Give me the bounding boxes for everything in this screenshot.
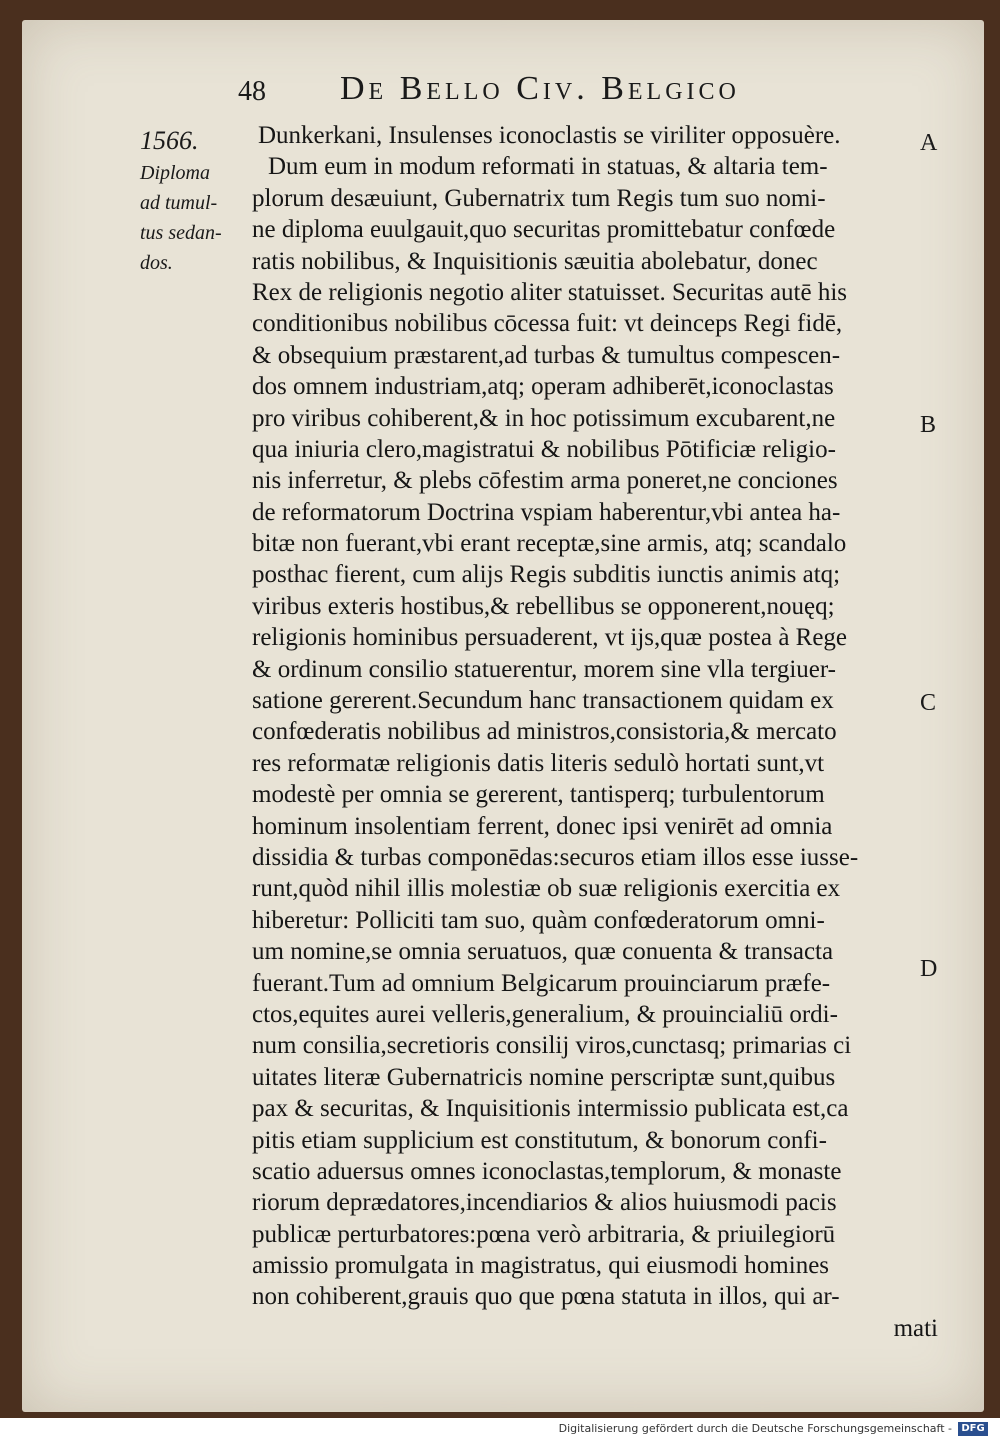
section-letter-d: D	[920, 956, 938, 982]
footer-bar	[0, 1418, 1000, 1442]
text-line: riorum deprædatores,incendiarios & alios huiusmodi pacis	[252, 1189, 837, 1217]
text-line: um nomine,se omnia seruatuos, quæ conuenta & transacta	[252, 938, 834, 966]
text-line: amissio promulgata in magistratus, qui eiusmodi homines	[252, 1252, 830, 1280]
text-line: Dum eum in modum reformati in statuas, & altaria tem-	[268, 153, 828, 181]
body-text	[252, 120, 952, 1344]
text-line: conditionibus nobilibus cōcessa fuit: vt deinceps Regi fidē,	[252, 310, 843, 338]
margin-note-line: Diploma	[140, 162, 210, 184]
text-line: Dunkerkani, Insulenses iconoclastis se viriliter opposuère.	[258, 122, 841, 149]
text-line: fuerant.Tum ad omnium Belgicarum prouinciarum præfe-	[252, 969, 831, 997]
text-line: hiberetur: Polliciti tam suo, quàm confœderatorum omni-	[252, 906, 825, 934]
section-letter-a: A	[920, 130, 938, 156]
text-line: runt,quòd nihil illis molestiæ ob suæ religionis exercitia ex	[252, 875, 841, 903]
text-line: posthac fierent, cum alijs Regis subditis iunctis animis atq;	[252, 561, 841, 589]
text-line: dos omnem industriam,atq; operam adhiberēt,iconoclastas	[252, 373, 834, 401]
page-number: 48	[238, 76, 266, 107]
text-line: scatio aduersus omnes iconoclastas,templorum, & monaste	[252, 1157, 842, 1185]
catchword: mati	[893, 1314, 938, 1342]
text-line: res reformatæ religionis datis literis sedulò hortati sunt,vt	[252, 749, 825, 777]
text-line: pax & securitas, & Inquisitionis intermissio publicata est,ca	[252, 1095, 849, 1123]
text-line: nis inferretur, & plebs cōfestim arma poneret,ne conciones	[252, 467, 838, 495]
text-line: viribus exteris hostibus,& rebellibus se opponerent,nouęq;	[252, 592, 835, 620]
dfg-logo: DFG	[958, 1422, 988, 1436]
text-line: Rex de religionis negotio aliter statuisset. Securitas autē his	[252, 278, 848, 306]
section-letter-b: B	[920, 412, 937, 438]
text-line: publicæ perturbatores:pœna verò arbitraria, & priuilegiorū	[252, 1220, 836, 1248]
text-line: num consilia,secretioris consilij viros,cunctasq; primarias ci	[252, 1032, 852, 1060]
text-line: ratis nobilibus, & Inquisitionis sæuitia abolebatur, donec	[252, 247, 818, 275]
text-line: de reformatorum Doctrina vspiam haberentur,vbi antea ha-	[252, 498, 841, 526]
text-line: qua iniuria clero,magistratui & nobilibus Pōtificiæ religio-	[252, 435, 836, 463]
margin-year: 1566.	[140, 126, 199, 155]
text-line: dissidia & turbas componēdas:securos etiam illos esse iusse-	[252, 843, 859, 871]
text-line: uitates literæ Gubernatricis nomine perscriptæ sunt,quibus	[252, 1063, 836, 1091]
margin-note-line: ad tumul-	[140, 192, 218, 214]
text-line: bitæ non fuerant,vbi erant receptæ,sine armis, atq; scandalo	[252, 530, 847, 558]
text-line: hominum insolentiam ferrent, donec ipsi venirēt ad omnia	[252, 812, 833, 840]
funding-notice: Digitalisierung gefördert durch die Deutsche Forschungsgemeinschaft -	[558, 1422, 952, 1435]
text-line: modestè per omnia se gererent, tantisperq; turbulentorum	[252, 781, 825, 809]
text-line: pro viribus cohiberent,& in hoc potissimum excubarent,ne	[252, 404, 836, 432]
running-head	[0, 68, 1000, 108]
margin-note-line: dos.	[140, 252, 173, 274]
text-line: religionis hominibus persuaderent, vt ijs,quæ postea à Rege	[252, 624, 848, 652]
margin-note	[140, 158, 240, 278]
margin-note-line: tus sedan-	[140, 222, 222, 244]
text-line: confœderatis nobilibus ad ministros,consistoria,& mercato	[252, 718, 837, 746]
text-line: & ordinum consilio statuerentur, morem sine vlla tergiuer-	[252, 655, 837, 683]
text-line: plorum desæuiunt, Gubernatrix tum Regis tum suo nomi-	[252, 184, 826, 212]
text-line: ctos,equites aurei velleris,generalium, & prouincialiū ordi-	[252, 1000, 838, 1028]
text-line: non cohiberent,grauis quo que pœna statuta in illos, qui ar-	[252, 1283, 840, 1311]
text-line: & obsequium præstarent,ad turbas & tumultus compescen-	[252, 341, 841, 369]
text-line: pitis etiam supplicium est constitutum, & bonorum confi-	[252, 1126, 827, 1154]
text-line: ne diploma euulgauit,quo securitas promittebatur confœde	[252, 216, 836, 244]
section-letter-c: C	[920, 690, 937, 716]
book-title: De Bello Civ. Belgico	[340, 70, 740, 107]
text-line: satione gererent.Secundum hanc transactionem quidam ex	[252, 687, 834, 715]
